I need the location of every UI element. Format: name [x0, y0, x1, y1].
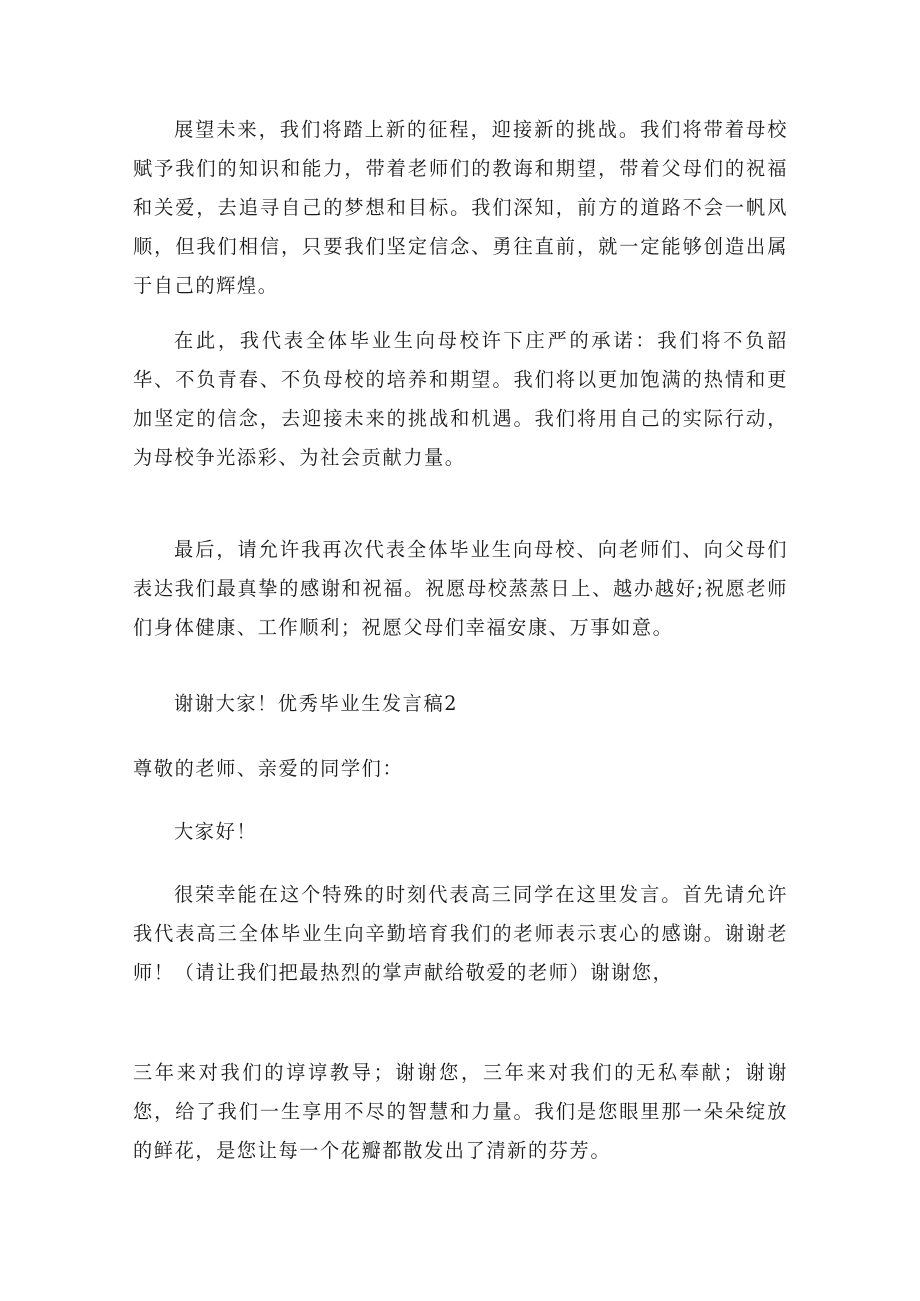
paragraph-gratitude: 三年来对我们的谆谆教导；谢谢您，三年来对我们的无私奉献；谢谢您，给了我们一生享用不尽的智慧和力量。我们是您眼里那一朵朵绽放的鲜花，是您让每一个花瓣都散发出了清新的芬芳。 [133, 1061, 788, 1162]
salutation: 尊敬的老师、亲爱的同学们： [133, 757, 404, 780]
paragraph-honor-speech: 很荣幸能在这个特殊的时刻代表高三同学在这里发言。首先请允许我代表高三全体毕业生向辛勤培育我们的老师表示衷心的感谢。谢谢老师！（请让我们把最热烈的掌声献给敬爱的老师）谢谢您， [133, 883, 788, 984]
paragraph-final-thanks: 最后，请允许我再次代表全体毕业生向母校、向老师们、向父母们表达我们最真挚的感谢和祝福。祝愿母校蒸蒸日上、越办越好;祝愿老师们身体健康、工作顺利；祝愿父母们幸福安康、万事如意。 [133, 538, 788, 639]
paragraph-closing-and-title: 谢谢大家！优秀毕业生发言稿2 [174, 692, 459, 715]
paragraph-looking-forward: 展望未来，我们将踏上新的征程，迎接新的挑战。我们将带着母校赋予我们的知识和能力，带着老师们的教诲和期望，带着父母们的祝福和关爱，去追寻自己的梦想和目标。我们深知，前方的道路不会一帆风顺，但我们相信，只要我们坚定信念、勇往直前，就一定能够创造出属于自己的辉煌。 [133, 118, 788, 297]
greeting: 大家好！ [174, 820, 258, 843]
paragraph-pledge: 在此，我代表全体毕业生向母校许下庄严的承诺：我们将不负韶华、不负青春、不负母校的培养和期望。我们将以更加饱满的热情和更加坚定的信念，去迎接未来的挑战和机遇。我们将用自己的实际行动，为母校争光添彩、为社会贡献力量。 [133, 329, 788, 469]
